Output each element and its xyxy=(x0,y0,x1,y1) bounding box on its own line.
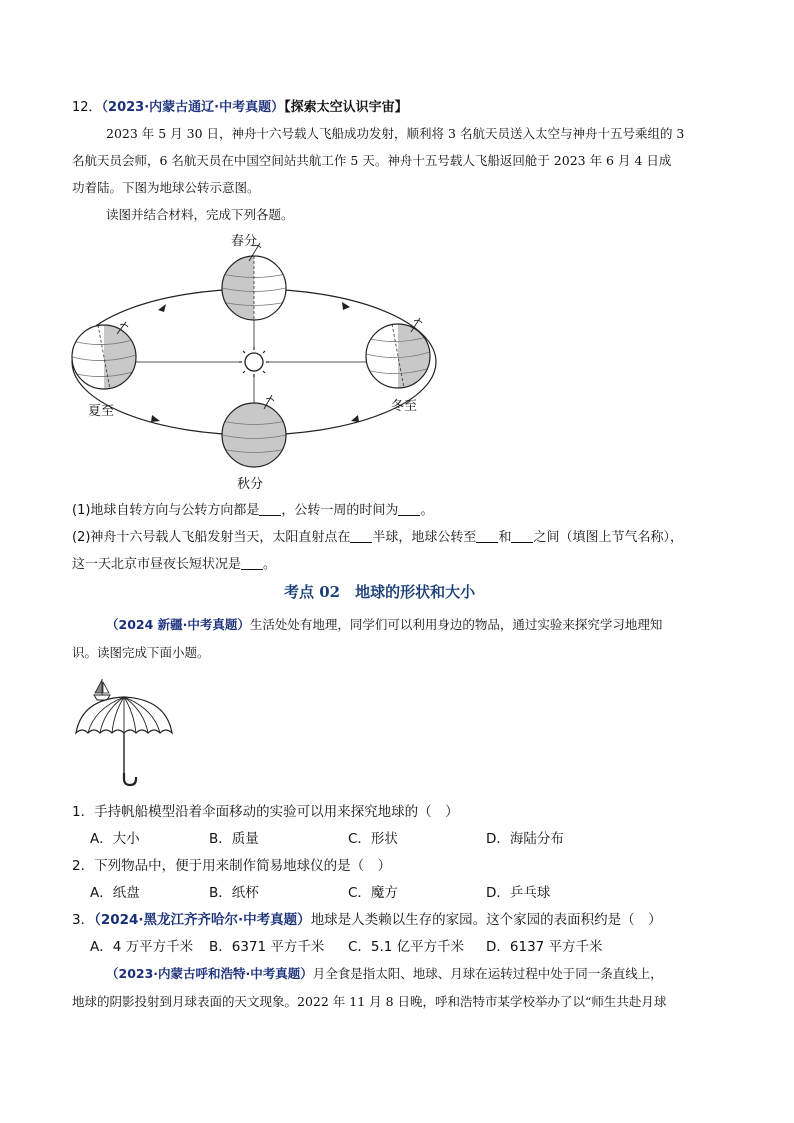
q3-header xyxy=(72,908,662,928)
umbrella-sailboat-illustration xyxy=(74,673,174,787)
intro-2024-source: （2024 新疆·中考真题） xyxy=(106,617,250,632)
q12-material-line2: 名航天员会师，6 名航天员在中国空间站共航工作 5 天。神舟十五号载人飞船返回舱于 2023 年 6 月 4 日成 xyxy=(72,153,672,168)
q3-number: 3． xyxy=(72,912,95,928)
q2-option-a[interactable]: A．纸盘 xyxy=(90,885,140,901)
answer-blank[interactable] xyxy=(241,557,263,570)
answer-blank[interactable] xyxy=(398,503,420,516)
sailboat-icon xyxy=(94,679,110,700)
intro-2024-line1: （2024 新疆·中考真题）生活处处有地理，同学们可以利用身边的物品，通过实验来探究学习地理知 xyxy=(106,617,663,632)
orbit-arrow-icon xyxy=(342,302,350,310)
label-spring-equinox: 春分 xyxy=(231,234,258,249)
answer-blank[interactable] xyxy=(259,503,281,516)
umbrella-icon xyxy=(76,697,172,785)
q3-source: （2024·黑龙江齐齐哈尔·中考真题） xyxy=(94,912,311,928)
q2-stem: 2．下列物品中，便于用来制作简易地球仪的是（ ） xyxy=(72,858,392,874)
earth-summer-solstice xyxy=(72,322,136,389)
q3-option-a[interactable]: A．4 万平方千米 xyxy=(90,939,194,955)
label-summer-solstice: 夏至 xyxy=(88,404,115,419)
q12-subquestion-2-line2: 这一天北京市昼夜长短状况是 。 xyxy=(72,557,277,572)
q2-options xyxy=(0,881,794,901)
q12-material-line3: 功着陆。下图为地球公转示意图。 xyxy=(72,180,260,195)
intro-2023-line2: 地球的阴影投射到月球表面的天文现象。2022 年 11 月 8 日晚，呼和浩特市某学校举办了以“师生共赴月球 xyxy=(72,994,667,1009)
orbit-arrow-icon xyxy=(158,304,166,312)
q12-material-line1: 2023 年 5 月 30 日，神舟十六号载人飞船成功发射，顺利将 3 名航天员送入太空与神舟十五号乘组的 3 xyxy=(106,126,685,141)
earth-winter-solstice xyxy=(366,318,430,388)
q12-number: 12． xyxy=(72,100,102,115)
sun-icon xyxy=(239,347,269,377)
q3-stem: 地球是人类赖以生存的家园。这个家园的表面积约是（ ） xyxy=(310,912,662,928)
q1-options xyxy=(0,827,794,847)
q1-option-c[interactable]: C．形状 xyxy=(348,831,398,847)
q3-option-c[interactable]: C．5.1 亿平方千米 xyxy=(348,939,465,955)
q1-option-d[interactable]: D．海陆分布 xyxy=(486,831,564,847)
q12-instruction: 读图并结合材料，完成下列各题。 xyxy=(106,207,294,222)
q3-option-d[interactable]: D．6137 平方千米 xyxy=(486,939,603,955)
intro-2023-line1: （2023·内蒙古呼和浩特·中考真题）月全食是指太阳、地球、月球在运转过程中处于同一条直线上， xyxy=(106,966,663,981)
q12-source: （2023·内蒙古通辽·中考真题） xyxy=(101,100,285,115)
q1-option-b[interactable]: B．质量 xyxy=(209,831,259,847)
label-winter-solstice: 冬至 xyxy=(391,399,418,414)
q3-options xyxy=(0,935,794,955)
q12-header xyxy=(72,96,408,115)
q1-option-a[interactable]: A．大小 xyxy=(90,831,140,847)
earth-orbit-diagram xyxy=(60,225,450,493)
intro-2023-source: （2023·内蒙古呼和浩特·中考真题） xyxy=(106,966,313,981)
q12-subquestion-1: (1)地球自转方向与公转方向都是 ，公转一周的时间为 。 xyxy=(72,503,434,518)
q1-stem: 1．手持帆船模型沿着伞面移动的实验可以用来探究地球的（ ） xyxy=(72,804,459,820)
section-title: 考点 02 地球的形状和大小 xyxy=(284,583,476,601)
answer-blank[interactable] xyxy=(476,530,498,543)
q12-topic: 【探索太空认识宇宙】 xyxy=(284,100,408,115)
q2-option-b[interactable]: B．纸杯 xyxy=(209,885,259,901)
answer-blank[interactable] xyxy=(511,530,533,543)
q2-option-c[interactable]: C．魔方 xyxy=(348,885,398,901)
answer-blank[interactable] xyxy=(350,530,372,543)
orbit-arrow-icon xyxy=(351,415,359,422)
earth-spring-equinox xyxy=(222,243,286,320)
label-autumn-equinox: 秋分 xyxy=(237,477,264,492)
earth-autumn-equinox xyxy=(222,395,286,467)
q3-option-b[interactable]: B．6371 平方千米 xyxy=(209,939,325,955)
q12-subquestion-2: (2)神舟十六号载人飞船发射当天，太阳直射点在 半球，地球公转至 和 之间（填图上节气名称）， xyxy=(72,530,683,545)
q2-option-d[interactable]: D．乒乓球 xyxy=(486,885,551,901)
orbit-arrow-icon xyxy=(151,415,160,422)
intro-2024-line2: 识。读图完成下面小题。 xyxy=(72,645,210,660)
